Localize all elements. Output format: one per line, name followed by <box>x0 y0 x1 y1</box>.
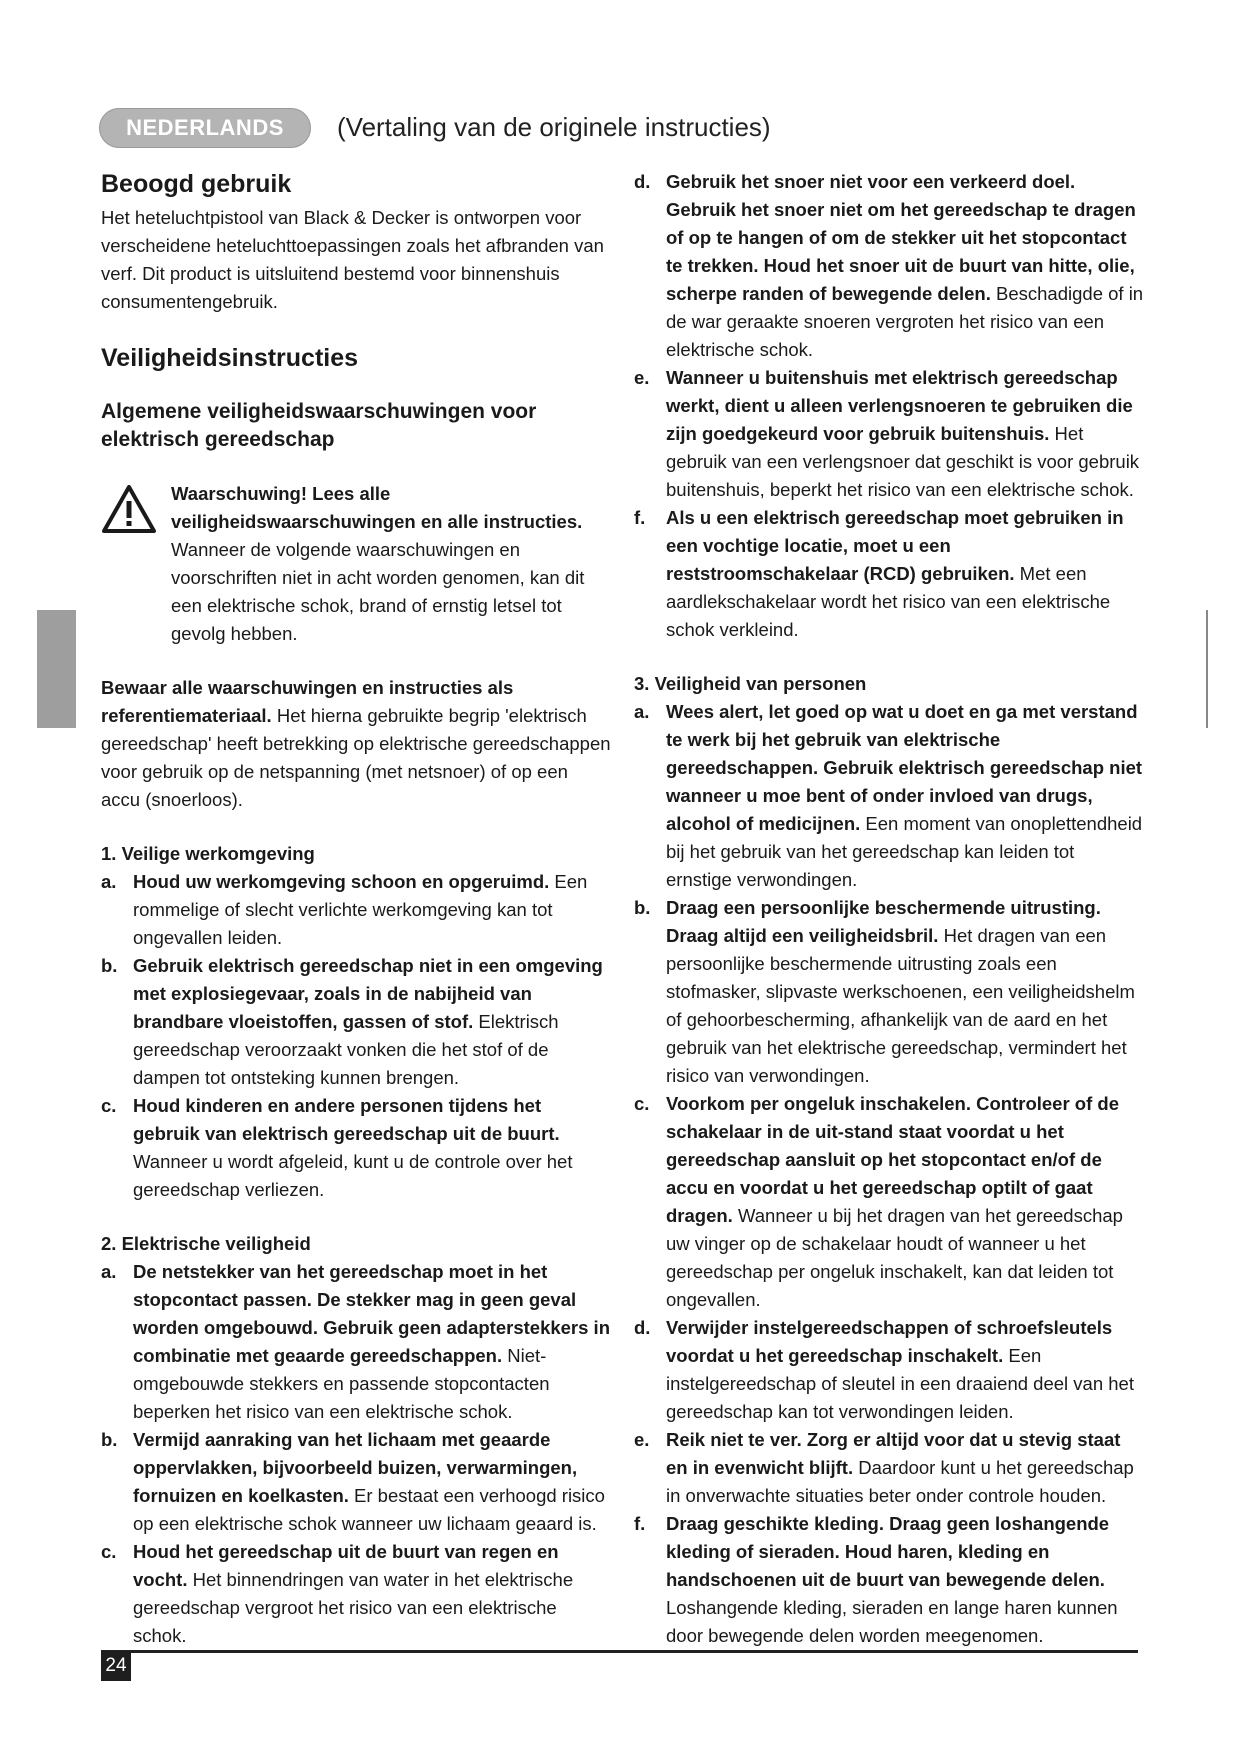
list-item-text <box>133 868 611 952</box>
list-item-bold: Als u een elektrisch gereedschap moet gebruiken in een vochtige locatie, moet u een reststroomschakelaar (RCD) gebruiken. <box>666 507 1124 584</box>
list-item-text <box>133 1258 611 1426</box>
warning-bold: Waarschuwing! Lees alle veiligheidswaarschuwingen en alle instructies. <box>171 483 583 532</box>
list-item-label: b. <box>101 1429 118 1450</box>
list-item-bold: Houd uw werkomgeving schoon en opgeruimd. <box>133 871 550 892</box>
list-item-body: Een rommelige of slecht verlichte werkomgeving kan tot ongevallen leiden. <box>133 871 588 948</box>
list-item-body: Het gebruik van een verlengsnoer dat geschikt is voor gebruik buitenshuis, beperkt het risico van een elektrische schok. <box>666 423 1140 500</box>
list-item-body: Wanneer u bij het dragen van het gereedschap uw vinger op de schakelaar houdt of wanneer u het gereedschap per ongeluk inschakelt, kan dat leiden tot ongevallen. <box>666 1205 1123 1310</box>
list-item-body: Het dragen van een persoonlijke beschermende uitrusting zoals een stofmasker, slipvaste werkschoenen, een veiligheidshelm of gehoorbescherming, afhankelijk van de aard en het gebruik van het elektrische gereedschap, vermindert het risico van verwondingen. <box>666 925 1135 1086</box>
warning-text <box>171 480 611 648</box>
list-item-body: Een moment van onoplettendheid bij het gebruik van het gereedschap kan leiden tot ernstige verwondingen. <box>666 813 1143 890</box>
right-column <box>634 168 1144 1650</box>
list-item-text <box>666 1510 1144 1650</box>
list-item-label: b. <box>634 897 651 918</box>
list-item-bold: Reik niet te ver. Zorg er altijd voor dat u stevig staat en in evenwicht blijft. <box>666 1429 1121 1478</box>
list-item-text <box>666 894 1144 1090</box>
list-item <box>634 168 1144 364</box>
list-item <box>634 1090 1144 1314</box>
safety-heading: Veiligheidsinstructies <box>101 344 359 372</box>
list-item-bold: Voorkom per ongeluk inschakelen. Controleer of de schakelaar in de uit-stand staat voordat u het gereedschap aansluit op het stopcontact en/of de accu en voordat u het gereedschap optilt of gaat dragen. <box>666 1093 1119 1226</box>
list-item-label: c. <box>101 1095 117 1116</box>
list-item-body: Een instelgereedschap of sleutel in een draaiend deel van het gereedschap kan tot verwondingen leiden. <box>666 1345 1134 1422</box>
list-item-label: c. <box>634 1093 650 1114</box>
list-item <box>634 1314 1144 1426</box>
list-item-label: d. <box>634 1317 651 1338</box>
list-item-bold: Vermijd aanraking van het lichaam met geaarde oppervlakken, bijvoorbeeld buizen, verwarmingen, fornuizen en koelkasten. <box>133 1429 578 1506</box>
list-item-body: Het binnendringen van water in het elektrische gereedschap vergroot het risico van een elektrische schok. <box>133 1569 574 1646</box>
list-item-bold: Verwijder instelgereedschappen of schroefsleutels voordat u het gereedschap inschakelt. <box>666 1317 1113 1366</box>
keep-body: Het hierna gebruikte begrip 'elektrisch gereedschap' heeft betrekking op elektrische gereedschappen voor gebruik op de netspanning (met netsnoer) of op een accu (snoerloos). <box>101 705 611 810</box>
section-2-heading: 2. Elektrische veiligheid <box>101 1233 311 1254</box>
list-item-text <box>666 698 1144 894</box>
list-item <box>634 894 1144 1090</box>
footer-rule <box>101 1650 1138 1653</box>
list-item <box>101 1258 611 1426</box>
list-item-body: Wanneer u wordt afgeleid, kunt u de controle over het gereedschap verliezen. <box>133 1151 573 1200</box>
section-side-tab <box>37 610 76 728</box>
list-item-label: e. <box>634 367 650 388</box>
section-3-heading: 3. Veiligheid van personen <box>634 673 867 694</box>
list-item-text <box>666 364 1144 504</box>
list-item-text <box>666 1090 1144 1314</box>
list-item-bold: Houd kinderen en andere personen tijdens het gebruik van elektrisch gereedschap uit de buurt. <box>133 1095 560 1144</box>
list-item <box>634 1426 1144 1510</box>
list-item-label: f. <box>634 1513 646 1534</box>
list-item <box>101 1426 611 1538</box>
keep-bold: Bewaar alle waarschuwingen en instructies als referentiemateriaal. <box>101 677 514 726</box>
list-item-label: a. <box>634 701 650 722</box>
list-item-body: Beschadigde of in de war geraakte snoeren vergroten het risico van een elektrische schok. <box>666 283 1144 360</box>
warning-block <box>101 480 611 648</box>
list-item <box>101 1538 611 1650</box>
list-item-bold: Houd het gereedschap uit de buurt van regen en vocht. <box>133 1541 559 1590</box>
list-item-bold: Draag geschikte kleding. Draag geen loshangende kleding of sieraden. Houd haren, kleding en handschoenen uit de buurt van bewegende delen. <box>666 1513 1110 1590</box>
page-number: 24 <box>101 1651 131 1681</box>
list-item <box>101 868 611 952</box>
list-item-body: Er bestaat een verhoogd risico op een elektrische schok wanneer uw lichaam geaard is. <box>133 1485 605 1534</box>
list-item-label: e. <box>634 1429 650 1450</box>
language-badge: NEDERLANDS <box>99 108 311 148</box>
list-item-bold: Gebruik elektrisch gereedschap niet in een omgeving met explosiegevaar, zoals in de nabijheid van brandbare vloeistoffen, gassen of stof. <box>133 955 603 1032</box>
list-item-text <box>133 952 611 1092</box>
list-item-text <box>133 1092 611 1204</box>
list-item-label: f. <box>634 507 646 528</box>
list-item-label: d. <box>634 171 651 192</box>
list-item-bold: De netstekker van het gereedschap moet in het stopcontact passen. De stekker mag in geen geval worden omgebouwd. Gebruik geen adapterstekkers in combinatie met geaarde gereedschappen. <box>133 1261 610 1366</box>
list-item <box>634 364 1144 504</box>
list-item-text <box>666 1426 1144 1510</box>
list-item-text <box>133 1426 611 1538</box>
list-item <box>634 698 1144 894</box>
list-item-text <box>133 1538 611 1650</box>
list-item-text <box>666 1314 1144 1426</box>
list-item-text <box>666 504 1144 644</box>
keep-instructions-text <box>101 674 611 814</box>
list-item-body: Loshangende kleding, sieraden en lange haren kunnen door bewegende delen worden meegenomen. <box>666 1597 1118 1646</box>
list-item-text <box>666 168 1144 364</box>
page-subtitle: (Vertaling van de originele instructies) <box>337 112 771 142</box>
right-margin-line <box>1206 610 1208 728</box>
list-item-body: Elektrisch gereedschap veroorzaakt vonken die het stof of de dampen tot ontsteking kunnen brengen. <box>133 1011 559 1088</box>
list-item-label: c. <box>101 1541 117 1562</box>
intended-use-text: Het heteluchtpistool van Black & Decker is ontworpen voor verscheidene heteluchttoepassingen zoals het afbranden van verf. Dit product is uitsluitend bestemd voor binnenshuis consumentengebruik. <box>101 207 604 312</box>
list-item-label: b. <box>101 955 118 976</box>
warning-body: Wanneer de volgende waarschuwingen en voorschriften niet in acht worden genomen, kan dit een elektrische schok, brand of ernstig letsel tot gevolg hebben. <box>171 539 585 644</box>
list-item-bold: Draag een persoonlijke beschermende uitrusting. Draag altijd een veiligheidsbril. <box>666 897 1101 946</box>
list-item-body: Niet-omgebouwde stekkers en passende stopcontacten beperken het risico van een elektrische schok. <box>133 1345 550 1422</box>
list-item-bold: Gebruik het snoer niet voor een verkeerd doel. Gebruik het snoer niet om het gereedschap te dragen of op te hangen of om de stekker uit het stopcontact te trekken. Houd het snoer uit de buurt van hitte, olie, scherpe randen of bewegende delen. <box>666 171 1136 304</box>
list-item <box>101 1092 611 1204</box>
list-item-label: a. <box>101 871 117 892</box>
list-item-bold: Wanneer u buitenshuis met elektrisch gereedschap werkt, dient u alleen verlengsnoeren te gebruiken die zijn goedgekeurd voor gebruik buitenshuis. <box>666 367 1133 444</box>
section-1-heading: 1. Veilige werkomgeving <box>101 843 315 864</box>
left-column <box>101 168 611 1650</box>
list-item <box>634 1510 1144 1650</box>
warning-triangle-icon <box>101 484 157 534</box>
list-item-bold: Wees alert, let goed op wat u doet en ga met verstand te werk bij het gebruik van elektrische gereedschappen. Gebruik elektrisch gereedschap niet wanneer u moe bent of onder invloed van drugs, alcohol of medicijnen. <box>666 701 1143 834</box>
list-item <box>101 952 611 1092</box>
intended-use-heading: Beoogd gebruik <box>101 170 292 198</box>
list-item-body: Daardoor kunt u het gereedschap in onverwachte situaties beter onder controle houden. <box>666 1457 1134 1506</box>
general-warnings-heading: Algemene veiligheidswaarschuwingen voor elektrisch gereedschap <box>101 400 537 451</box>
list-item-body: Met een aardlekschakelaar wordt het risico van een elektrische schok verkleind. <box>666 563 1111 640</box>
list-item <box>634 504 1144 644</box>
list-item-label: a. <box>101 1261 117 1282</box>
